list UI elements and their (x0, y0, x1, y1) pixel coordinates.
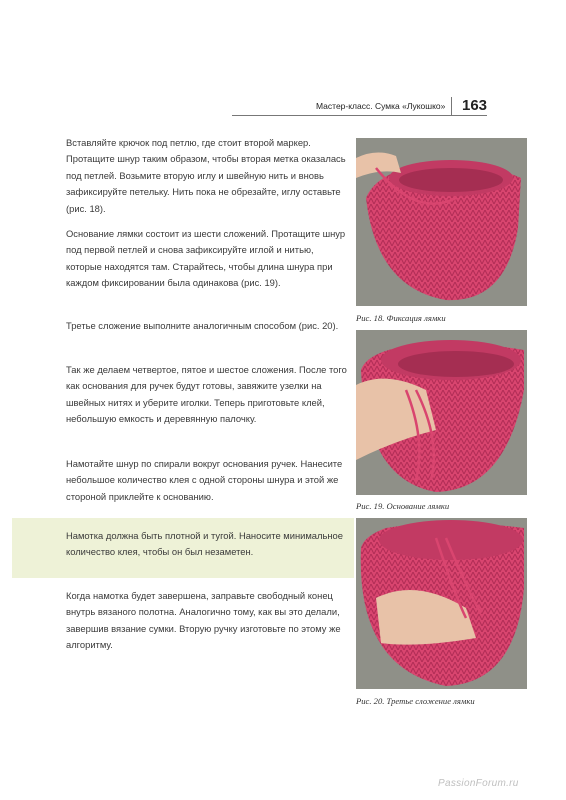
running-header-title: Мастер-класс. Сумка «Лукошко» (316, 101, 446, 111)
paragraph-3: Третье сложение выполните аналогичным способом (рис. 20). (66, 320, 339, 331)
figure-18-caption: Рис. 18. Фиксация лямки (356, 313, 446, 323)
basket-photo-18 (356, 138, 527, 306)
paragraph-5: Намотайте шнур по спирали вокруг основания ручек. Нанесите небольшое количество клея с одной стороны шнура и этой же стороной приклейте к основанию. (66, 458, 343, 502)
figure-18-photo (356, 138, 527, 306)
figure-20-caption: Рис. 20. Третье сложение лямки (356, 696, 475, 706)
paragraph-1: Вставляйте крючок под петлю, где стоит второй маркер. Протащите шнур таким образом, чтобы вторая метка оказалась под петлей. Возьмите вторую иглу и швейную нить и вновь зафиксируйте петельку. Нить пока не обрезайте, иглу оставьте (рис. 18). (66, 137, 346, 214)
paragraph-4: Так же делаем четвертое, пятое и шестое сложения. После того как основания для ручек будут готовы, завяжите узелки на швейных нитях и уберите иголки. Теперь приготовьте клей, небольшую емкость и деревянную палочку. (66, 364, 347, 425)
header-rule (232, 115, 487, 116)
figure-19-photo (356, 330, 527, 495)
page-number: 163 (462, 97, 488, 114)
basket-photo-20 (356, 518, 527, 689)
watermark-brand: PassionForum.ru (438, 778, 519, 789)
paragraph-6: Когда намотка будет завершена, заправьте свободный конец внутрь вязаного полотна. Аналогично тому, как вы это делали, завершив вязание сумки. Вторую ручку изготовьте по этому же алгоритму. (66, 590, 341, 651)
callout-text: Намотка должна быть плотной и тугой. Наносите минимальное количество клея, чтобы он был незаметен. (66, 530, 343, 558)
figure-19-caption: Рис. 19. Основание лямки (356, 501, 450, 511)
figure-20-photo (356, 518, 527, 689)
basket-photo-19 (356, 330, 527, 495)
paragraph-2: Основание лямки состоит из шести сложений. Протащите шнур под первой петлей и снова зафиксируйте иглой и нитью, которые находятся там. Старайтесь, чтобы длина шнура при каждом фиксировании была одинакова (рис. 19). (66, 228, 346, 289)
header-separator (451, 97, 452, 115)
